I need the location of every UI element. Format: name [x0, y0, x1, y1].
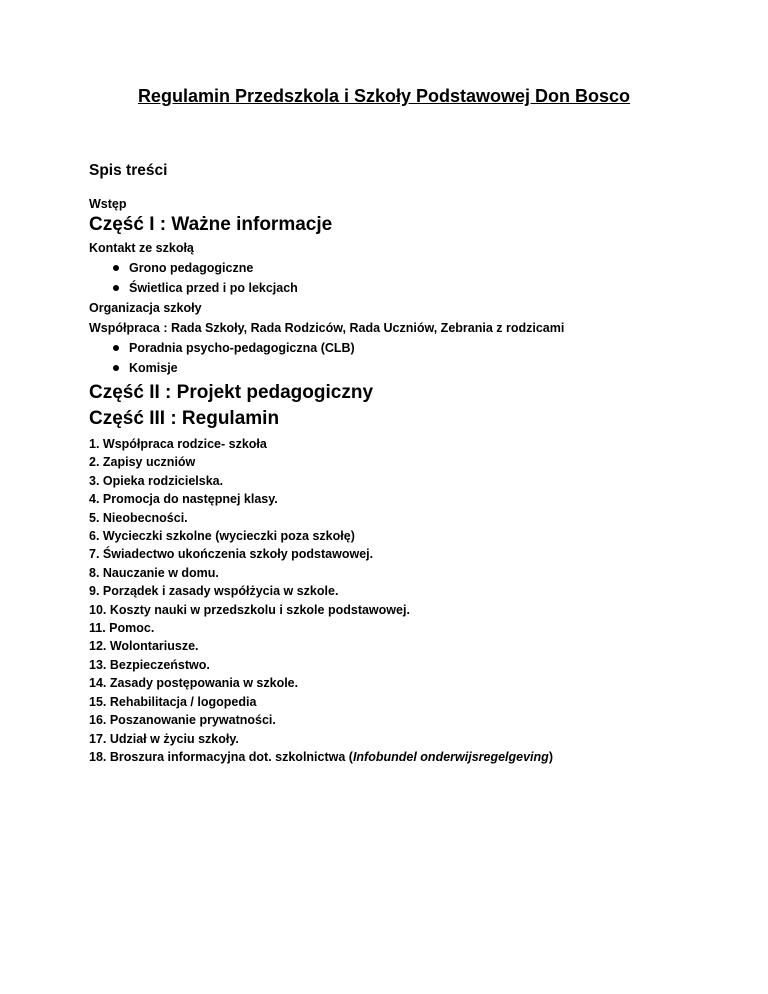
- regulation-item: 12. Wolontariusze.: [89, 639, 199, 654]
- bullet-item: [89, 278, 729, 298]
- regulation-item: 8. Nauczanie w domu.: [89, 565, 219, 580]
- bullet-icon: [113, 285, 119, 291]
- regulation-item: 5. Nieobecności.: [89, 510, 188, 525]
- regulation-item: 2. Zapisy uczniów: [89, 455, 196, 470]
- toc-heading: Spis treści: [89, 162, 168, 179]
- toc-item-contact: Kontakt ze szkołą: [89, 241, 194, 255]
- part-1-heading: Część I : Ważne informacje: [89, 214, 333, 235]
- bullet-icon: [113, 365, 119, 371]
- toc-item-organization: Organizacja szkoły: [89, 301, 202, 315]
- regulation-list: [89, 435, 729, 766]
- part-3-heading: Część III : Regulamin: [89, 408, 280, 429]
- regulation-item: 3. Opieka rodzicielska.: [89, 473, 224, 488]
- part-2-heading: Część II : Projekt pedagogiczny: [89, 382, 374, 403]
- contact-bullet-list: [89, 258, 729, 298]
- bullet-item: [89, 358, 729, 378]
- regulation-item: 13. Bezpieczeństwo.: [89, 657, 210, 672]
- regulation-item-prefix: 18. Broszura informacyjna dot. szkolnictwa (: [89, 749, 353, 764]
- regulation-item: 1. Współpraca rodzice- szkoła: [89, 437, 267, 451]
- bullet-item: [89, 338, 729, 358]
- regulation-item: 17. Udział w życiu szkoły.: [89, 731, 239, 746]
- regulation-item: 10. Koszty nauki w przedszkolu i szkole podstawowej.: [89, 602, 410, 617]
- regulation-item: 9. Porządek i zasady współżycia w szkole.: [89, 584, 339, 599]
- bullet-item-label: Grono pedagogiczne: [129, 261, 254, 275]
- bullet-item: [89, 258, 729, 278]
- bullet-item-label: Poradnia psycho-pedagogiczna (CLB): [129, 341, 355, 355]
- regulation-item-last: [89, 748, 729, 766]
- bullet-icon: [113, 265, 119, 271]
- regulation-item: 15. Rehabilitacja / logopedia: [89, 694, 257, 709]
- bullet-icon: [113, 345, 119, 351]
- cooperation-bullet-list: [89, 338, 729, 378]
- document-title: Regulamin Przedszkola i Szkoły Podstawowej Don Bosco: [137, 86, 631, 106]
- toc-item-cooperation: Współpraca : Rada Szkoły, Rada Rodziców, Rada Uczniów, Zebrania z rodzicami: [89, 321, 565, 335]
- regulation-item: 14. Zasady postępowania w szkole.: [89, 676, 299, 691]
- bullet-item-label: Komisje: [129, 361, 178, 375]
- regulation-item: 7. Świadectwo ukończenia szkoły podstawowej.: [89, 547, 374, 562]
- bullet-item-label: Świetlica przed i po lekcjach: [129, 281, 298, 295]
- regulation-item-italic: Infobundel onderwijsregelgeving: [352, 749, 549, 764]
- regulation-item: 4. Promocja do następnej klasy.: [89, 492, 278, 507]
- regulation-item: 6. Wycieczki szkolne (wycieczki poza szkołę): [89, 529, 355, 544]
- regulation-item: 16. Poszanowanie prywatności.: [89, 713, 276, 728]
- toc-item-intro: Wstęp: [89, 197, 127, 211]
- regulation-item: 11. Pomoc.: [89, 621, 155, 636]
- regulation-item-suffix: ): [548, 749, 553, 764]
- toc-content: [89, 194, 729, 766]
